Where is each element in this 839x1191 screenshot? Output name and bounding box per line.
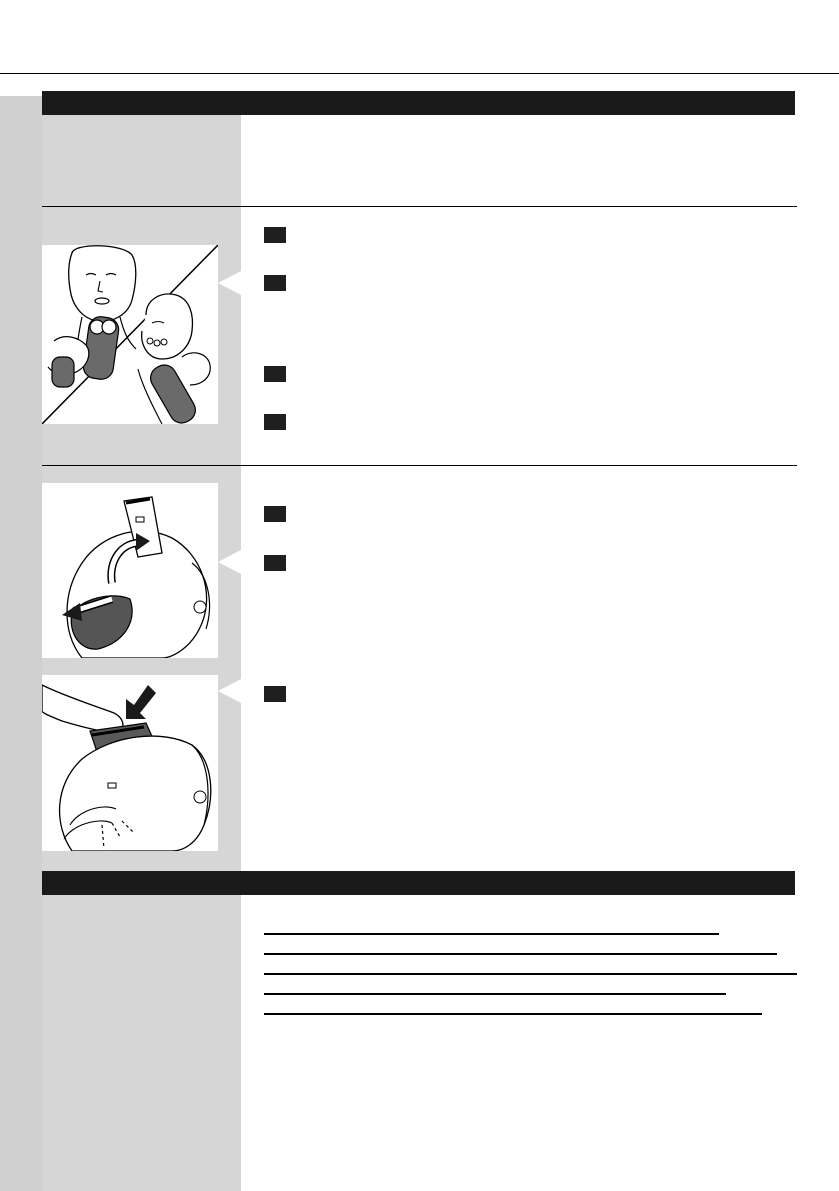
- illustration-pointer: [218, 271, 241, 295]
- left-margin-strip: [0, 96, 42, 1191]
- section-divider: [42, 465, 797, 466]
- section-header-bar: [42, 871, 795, 895]
- illustration-pointer: [218, 550, 241, 574]
- illustration-pointer: [218, 679, 241, 703]
- shaving-face-illustration: [42, 245, 218, 424]
- underlined-text-line[interactable]: [264, 1013, 762, 1015]
- top-rule: [0, 73, 839, 74]
- trimmer-close-drawing: [42, 675, 218, 851]
- trimmer-open-drawing: [42, 483, 218, 658]
- underlined-text-line[interactable]: [264, 953, 777, 955]
- underlined-text-line[interactable]: [264, 993, 726, 995]
- step-number-box: [264, 227, 286, 243]
- underlined-text-line[interactable]: [264, 933, 719, 935]
- step-number-box: [264, 414, 286, 430]
- trimmer-open-illustration: [42, 483, 218, 658]
- trimmer-close-illustration: [42, 675, 218, 851]
- shaving-face-drawing: [42, 245, 218, 424]
- step-number-box: [264, 506, 286, 522]
- step-number-box: [264, 366, 286, 382]
- section-header-bar: [42, 91, 795, 115]
- underlined-text-line[interactable]: [264, 973, 797, 975]
- step-number-box: [264, 275, 286, 291]
- section-divider: [42, 206, 797, 207]
- step-number-box: [264, 686, 286, 702]
- step-number-box: [264, 555, 286, 571]
